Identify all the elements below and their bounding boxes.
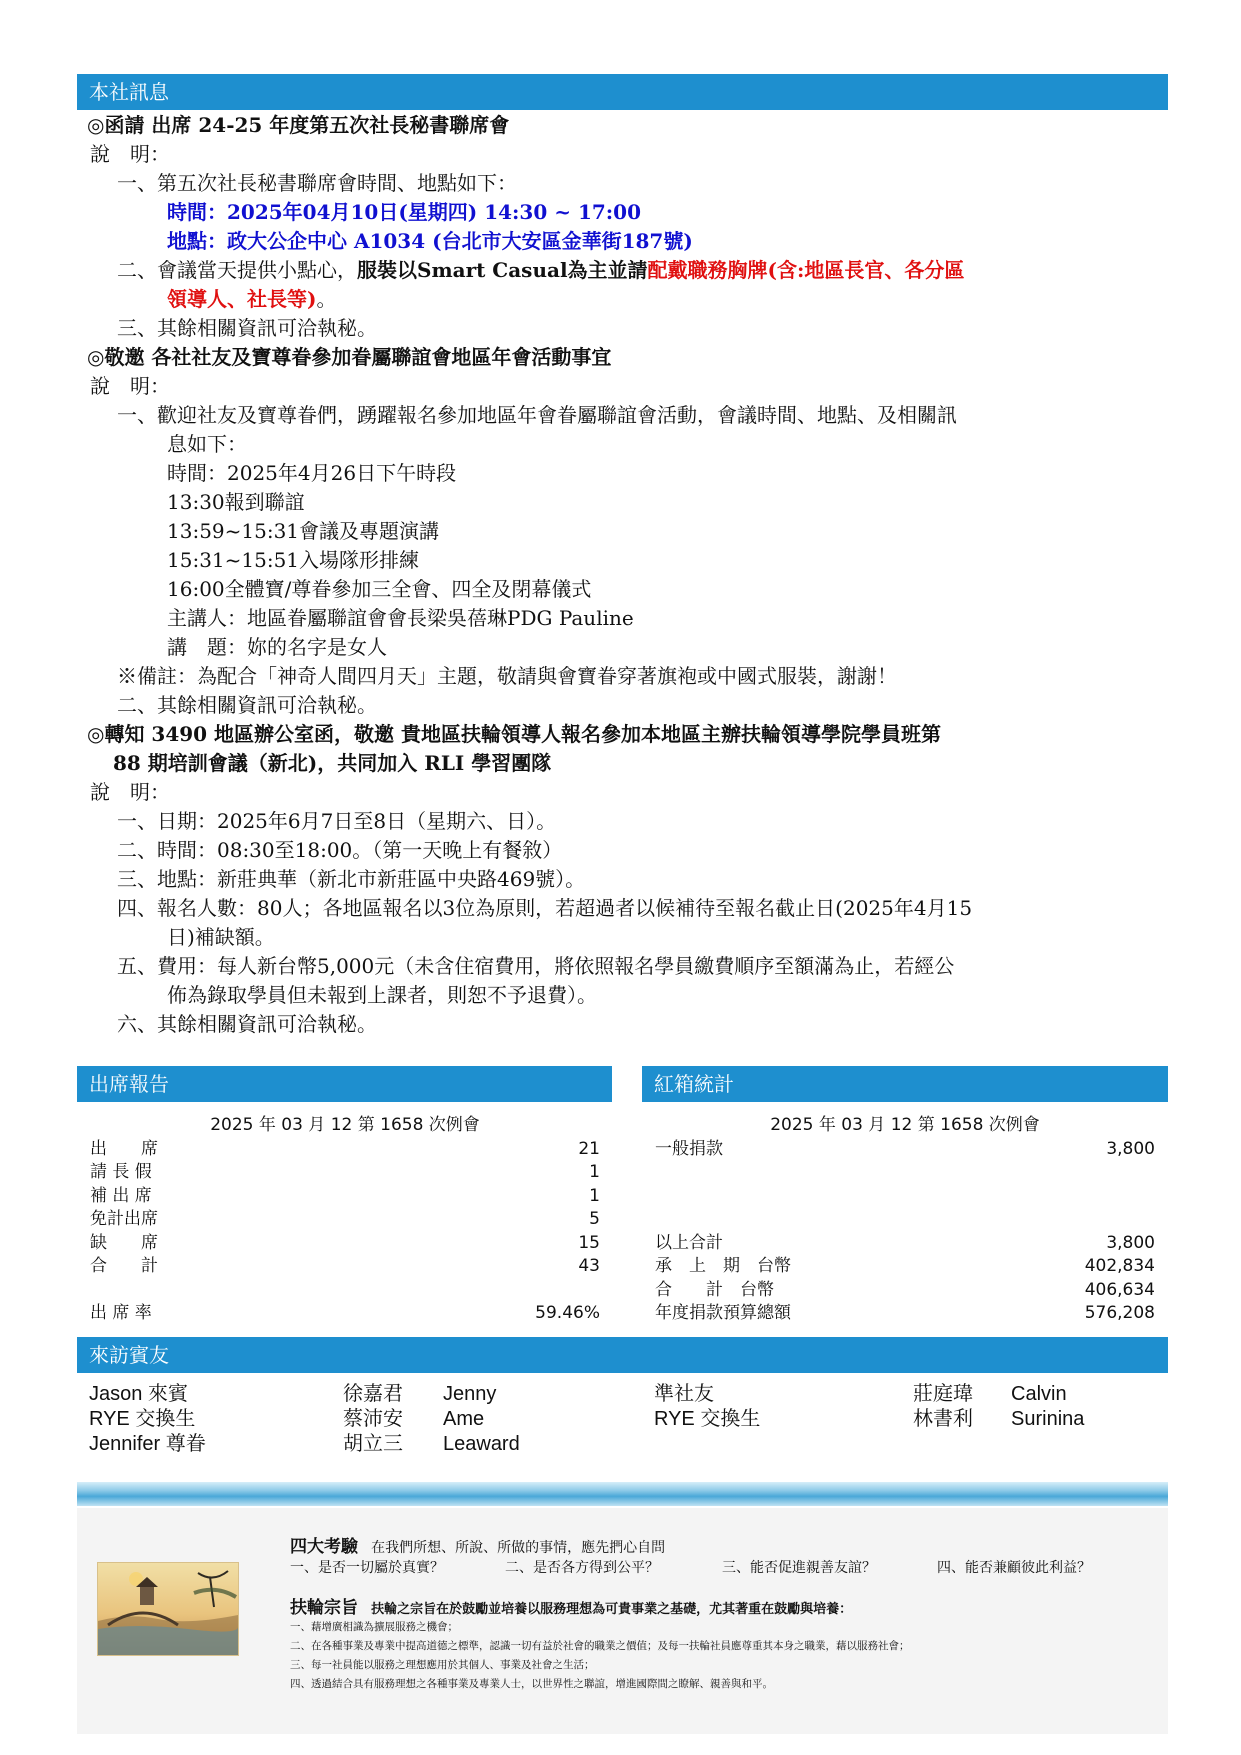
visitor-entry: RYE 交換生 <box>654 1408 761 1430</box>
notice1-title: ◎函請 出席 24-25 年度第五次社長秘書聯席會 <box>87 113 510 137</box>
attendance-label: 免計出席 <box>90 1209 158 1229</box>
attendance-rate-row <box>90 1302 600 1326</box>
notice2-sub1: 時間：2025年4月26日下午時段 <box>167 461 457 485</box>
visitors-section-header: 來訪賓友 <box>77 1337 1168 1373</box>
four-way-test-question: 三、能否促進親善友誼？ <box>722 1560 876 1576</box>
notice2-sub2: 13:30報到聯誼 <box>167 490 305 514</box>
rotary-object-row <box>290 1593 852 1618</box>
redbox-label: 以上合計 <box>655 1232 723 1253</box>
attendance-rate-label: 出 席 率 <box>90 1303 152 1323</box>
visitor-entry: Leaward <box>443 1433 520 1455</box>
notice3-desc: 說 明： <box>90 780 170 804</box>
rotary-object-item: 一、藉增廣相識為擴展服務之機會； <box>290 1621 458 1633</box>
attendance-row <box>90 1208 600 1232</box>
redbox-value: 3,800 <box>1106 1232 1155 1253</box>
attendance-meeting-text: 2025 年 03 月 12 第 1658 次例會 <box>210 1115 480 1135</box>
notice1-item3: 三、其餘相關資訊可洽執秘。 <box>117 316 377 340</box>
visitor-entry: 徐嘉君 <box>343 1383 403 1405</box>
notice3-item2: 二、時間：08:30至18:00。（第一天晚上有餐敘） <box>117 838 563 862</box>
notice3-item5-cont: 佈為錄取學員但未報到上課者，則恕不予退費）。 <box>167 983 597 1007</box>
visitor-entry: 胡立三 <box>343 1433 403 1455</box>
visitor-col-6 <box>1011 1382 1084 1432</box>
redbox-spacer <box>655 1208 1155 1232</box>
attendance-section-header: 出席報告 <box>77 1066 612 1102</box>
four-way-test-question: 一、是否一切屬於真實？ <box>290 1560 444 1576</box>
notice1-item1: 一、第五次社長秘書聯席會時間、地點如下： <box>117 171 517 195</box>
redbox-row <box>655 1232 1155 1256</box>
notice3-item4-cont: 日)補缺額。 <box>167 925 275 949</box>
notice3-item5: 五、費用：每人新台幣5,000元（未含住宿費用，將依照報名學員繳費順序至額滿為止，若經公 <box>117 954 955 978</box>
visitor-col-5 <box>913 1382 973 1432</box>
notice1-desc: 說 明： <box>90 142 170 166</box>
visitor-entry: Calvin <box>1011 1383 1067 1405</box>
redbox-value: 402,834 <box>1084 1256 1155 1276</box>
attendance-row <box>90 1255 600 1279</box>
news-section-header: 本社訊息 <box>77 74 1168 110</box>
notice3-title: ◎轉知 3490 地區辦公室函，敬邀 貴地區扶輪領導人報名參加本地區主辦扶輪領導學院學員班第 <box>87 722 942 746</box>
four-way-test-row <box>290 1532 665 1557</box>
attendance-value: 43 <box>578 1256 600 1276</box>
redbox-row <box>655 1302 1155 1326</box>
attendance-row <box>90 1185 600 1209</box>
four-way-test-subtitle: 在我們所想、所說、所做的事情，應先捫心自問 <box>371 1540 666 1556</box>
notice1-item2-c: 配戴職務胸牌(含:地區長官、各分區 <box>647 258 965 282</box>
redbox-row <box>655 1279 1155 1303</box>
visitor-entry: Ame <box>443 1408 485 1430</box>
footer-divider <box>77 1482 1168 1506</box>
rotary-object-item: 二、在各種事業及專業中提高道德之標準，認識一切有益於社會的職業之價值；及每一扶輪社員應尊重其本身之職業，藉以服務社會； <box>290 1640 910 1652</box>
redbox-spacer <box>655 1185 1155 1209</box>
notice2-sub4: 15:31~15:51入場隊形排練 <box>167 548 420 572</box>
attendance-rate-value: 59.46% <box>535 1303 600 1323</box>
visitor-col-1 <box>89 1382 206 1457</box>
notice1-item2-b: 服裝以Smart Casual為主並請 <box>357 258 648 282</box>
notice3-item4: 四、報名人數：80人；各地區報名以3位為原則，若超過者以候補待至報名截止日(2025年4月15 <box>117 896 973 920</box>
attendance-row <box>90 1232 600 1256</box>
notice2-sub7: 講 題：妳的名字是女人 <box>167 635 387 659</box>
notice3-item1: 一、日期：2025年6月7日至8日（星期六、日）。 <box>117 809 557 833</box>
attendance-label: 請 長 假 <box>90 1162 152 1182</box>
redbox-value: 576,208 <box>1084 1303 1155 1323</box>
redbox-label: 一般捐款 <box>655 1138 723 1159</box>
painting-icon <box>98 1563 238 1655</box>
notice2-desc: 說 明： <box>90 374 170 398</box>
four-way-test-question: 二、是否各方得到公平？ <box>505 1560 659 1576</box>
attendance-meeting <box>90 1114 600 1138</box>
notice3-title-cont: 88 期培訓會議（新北)，共同加入 RLI 學習團隊 <box>113 751 552 775</box>
redbox-row <box>655 1138 1155 1162</box>
redbox-table <box>655 1114 1155 1326</box>
notice1-item2-e: 。 <box>316 287 337 311</box>
visitor-entry: 莊庭瑋 <box>913 1383 973 1405</box>
visitor-col-2 <box>343 1382 403 1457</box>
rotary-object-item: 三、每一社員能以服務之理想應用於其個人、事業及社會之生活； <box>290 1659 595 1671</box>
notice2-item1-cont: 息如下： <box>167 432 247 456</box>
attendance-table <box>90 1114 600 1326</box>
attendance-row <box>90 1138 600 1162</box>
notice2-item2: 二、其餘相關資訊可洽執秘。 <box>117 693 377 717</box>
attendance-value: 15 <box>578 1232 600 1253</box>
attendance-label: 補 出 席 <box>90 1185 152 1206</box>
redbox-value: 406,634 <box>1084 1279 1155 1300</box>
attendance-value: 5 <box>589 1209 600 1229</box>
redbox-label: 承 上 期 台幣 <box>655 1256 791 1276</box>
notice1-item2 <box>117 256 964 284</box>
attendance-value: 21 <box>578 1138 600 1159</box>
notice2-sub6: 主講人：地區眷屬聯誼會會長梁吳蓓琳PDG Pauline <box>167 606 634 630</box>
notice2-sub3: 13:59~15:31會議及專題演講 <box>167 519 440 543</box>
rotary-object-item: 四、透過結合具有服務理想之各種事業及專業人士，以世界性之聯誼，增進國際間之瞭解、親善與和平。 <box>290 1678 773 1690</box>
visitor-entry: Surinina <box>1011 1408 1085 1430</box>
visitor-col-4 <box>654 1382 760 1432</box>
redbox-row <box>655 1255 1155 1279</box>
attendance-value: 1 <box>589 1162 600 1182</box>
attendance-row <box>90 1161 600 1185</box>
notice1-place: 地點：政大公企中心 A1034 (台北市大安區金華街187號) <box>167 229 693 253</box>
attendance-label: 出 席 <box>90 1138 158 1159</box>
rotary-object-title: 扶輪宗旨 <box>290 1598 358 1618</box>
notice2-item1: 一、歡迎社友及寶尊眷們，踴躍報名參加地區年會眷屬聯誼會活動，會議時間、地點、及相關訊 <box>117 403 957 427</box>
notice1-time: 時間：2025年04月10日(星期四) 14:30 ~ 17:00 <box>167 200 641 224</box>
redbox-label: 年度捐款預算總額 <box>655 1303 791 1323</box>
four-way-test-title: 四大考驗 <box>290 1537 358 1557</box>
visitor-entry: Jason 來賓 <box>89 1383 188 1405</box>
notice2-sub5: 16:00全體寶/尊眷參加三全會、四全及閉幕儀式 <box>167 577 592 601</box>
redbox-spacer <box>655 1161 1155 1185</box>
visitor-entry: RYE 交換生 <box>89 1408 196 1430</box>
rotary-object-subtitle: 扶輪之宗旨在於鼓勵並培養以服務理想為可貴事業之基礎，尤其著重在鼓勵與培養： <box>371 1602 853 1617</box>
landscape-painting-image <box>97 1562 239 1656</box>
attendance-label: 合 計 <box>90 1256 158 1276</box>
notice1-item2-d: 領導人、社長等) <box>167 287 317 311</box>
attendance-spacer <box>90 1279 600 1303</box>
redbox-meeting-text: 2025 年 03 月 12 第 1658 次例會 <box>770 1115 1040 1135</box>
attendance-label: 缺 席 <box>90 1232 158 1253</box>
visitor-entry: 蔡沛安 <box>343 1408 403 1430</box>
visitor-entry: 準社友 <box>654 1383 714 1405</box>
visitor-col-3 <box>443 1382 520 1457</box>
notice3-item3: 三、地點：新莊典華（新北市新莊區中央路469號）。 <box>117 867 586 891</box>
visitor-entry: Jenny <box>443 1383 497 1405</box>
redbox-label: 合 計 台幣 <box>655 1279 774 1300</box>
notice3-item6: 六、其餘相關資訊可洽執秘。 <box>117 1012 377 1036</box>
redbox-section-header: 紅箱統計 <box>642 1066 1168 1102</box>
notice2-title: ◎敬邀 各社社友及寶尊眷參加眷屬聯誼會地區年會活動事宜 <box>87 345 612 369</box>
visitor-entry: Jennifer 尊眷 <box>89 1433 206 1455</box>
notice2-note: ※備註：為配合「神奇人間四月天」主題，敬請與會寶眷穿著旗袍或中國式服裝，謝謝！ <box>117 664 897 688</box>
four-way-test-question: 四、能否兼顧彼此利益？ <box>937 1560 1091 1576</box>
attendance-value: 1 <box>589 1185 600 1206</box>
notice1-item2-a: 二、會議當天提供小點心， <box>117 258 357 282</box>
redbox-meeting <box>655 1114 1155 1138</box>
redbox-value: 3,800 <box>1106 1138 1155 1159</box>
visitor-entry: 林書利 <box>913 1408 973 1430</box>
notice1-item2-cont <box>167 285 336 313</box>
